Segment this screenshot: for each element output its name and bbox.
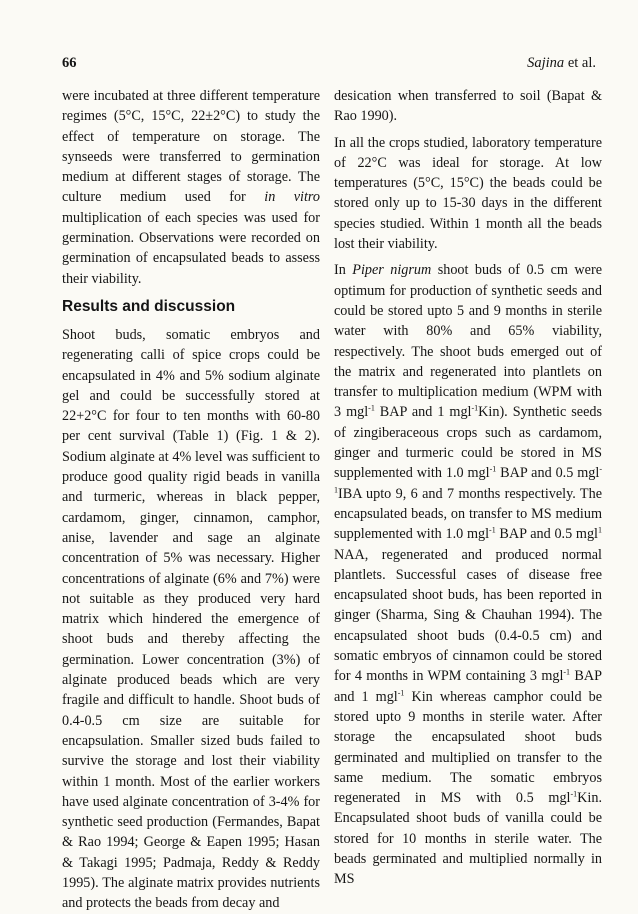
superscript: -1 — [334, 464, 602, 494]
text-run: Kin. Encapsulated shoot buds of vanilla could be stored for 10 months in sterile water. The beads germinated and multiplied normally in MS — [334, 790, 602, 888]
left-column — [62, 86, 320, 914]
superscript: -1 — [489, 464, 497, 474]
superscript: 1 — [598, 525, 602, 535]
right-paragraph-2: In all the crops studied, laboratory temperature of 22°C was ideal for storage. At low temperatures (5°C, 15°C) the beads could be stored only up to 15-30 days in the different species studied. Within 1 month all the beads lost their viability. — [334, 134, 602, 253]
page-number: 66 — [62, 55, 77, 71]
text-run: BAP and 1 mgl — [374, 404, 472, 421]
text-run: BAP and 0.5 mgl — [496, 465, 600, 482]
superscript: -1 — [471, 403, 479, 413]
text-run: multiplication of each species was used for germination. Observations were recorded on germination of encapsulated beads to assess their viability. — [62, 209, 320, 287]
superscript: -1 — [368, 403, 375, 413]
right-column — [334, 86, 602, 896]
right-paragraph-1: desication when transferred to soil (Bapat & Rao 1990). — [334, 88, 602, 125]
right-paragraph-3 — [334, 260, 602, 889]
text-run: NAA, regenerated and produced normal plantlets. Successful cases of disease free encapsulated shoot buds, has been reported in ginger (Sharma, Sing & Chauhan 1994). The encapsulated shoot buds (0.4-0.5 cm) and somatic embryos of cinnamon could be stored for 4 months in WPM containing 3 mgl — [334, 546, 602, 685]
text-run: BAP and 1 mgl — [334, 668, 602, 705]
running-head — [527, 55, 596, 72]
text-run: IBA upto 9, 6 and 7 months respectively. The encapsulated beads, on transfer to MS medium supplemented with 1.0 mgl — [334, 485, 602, 543]
left-paragraph-1 — [62, 86, 320, 289]
superscript: -1 — [489, 525, 496, 535]
italic-text: in vitro — [264, 189, 321, 206]
running-head-author: Sajina — [527, 55, 565, 71]
text-run: shoot buds of 0.5 cm were optimum for production of synthetic seeds and could be stored upto 5 and 9 months in sterile water with 80% and 65% viability, respectively. The shoot buds emerged out of the matrix and regenerated into plantlets on transfer to multiplication medium (WPM with 3 mgl — [334, 262, 602, 421]
superscript: -1 — [563, 667, 571, 677]
section-heading: Results and discussion — [62, 297, 236, 315]
text-run: were incubated at three different temperature regimes (5°C, 15°C, 22±2°C) to study the effect of temperature on storage. The synseeds were transferred to germination medium at different stages of storage. The culture medium used for — [62, 88, 320, 206]
left-paragraph-2: Shoot buds, somatic embryos and regenerating calli of spice crops could be encapsulated in 4% and 5% sodium alginate gel and could be successfully stored at 22+2°C for four to ten months with 60-80 per cent survival (Table 1) (Fig. 1 & 2). Sodium alginate at 4% level was sufficient to produce good quality rigid beads in vanilla and turmeric, whereas in black pepper, cardamom, ginger, cinnamon, camphor, anise, lavender and sage an alginate concentration of 5% was necessary. Higher concentrations of alginate (6% and 7%) were not suitable as they produced very hard matrix which hindered the emergence of shoot buds and thereby affecting the germination. Lower concentration (3%) of alginate produced beads which are very fragile and difficult to handle. Shoot buds of 0.4-0.5 cm size are suitable for encapsulation. Smaller sized buds failed to survive the storage and lost their viability within 1 month. Most of the earlier workers have used alginate concentration of 3-4% for synthetic seed production (Fermandes, Bapat & Rao 1994; George & Eapen 1995; Hasan & Takagi 1995; Padmaja, Reddy & Reddy 1995). The alginate matrix provides nutrients and protects the beads from decay and — [62, 326, 320, 912]
page-header — [62, 55, 596, 77]
text-run: BAP and 0.5 mgl — [495, 526, 598, 543]
text-run: In — [334, 262, 353, 279]
superscript: -1 — [570, 789, 578, 799]
text-run: Kin whereas camphor could be stored upto 9 months in sterile water. After storage the encapsulated shoot buds germinated and multiplied on transfer to the same medium. The somatic embryos regenerated in MS with 0.5 mgl — [334, 688, 602, 807]
text-run: Kin). Synthetic seeds of zingiberaceous crops such as cardamom, ginger and turmeric could be stored in MS supplemented with 1.0 mgl — [334, 404, 602, 482]
italic-text: Piper nigrum — [352, 262, 432, 279]
running-head-suffix: et al. — [564, 55, 596, 71]
superscript: -1 — [397, 687, 405, 697]
